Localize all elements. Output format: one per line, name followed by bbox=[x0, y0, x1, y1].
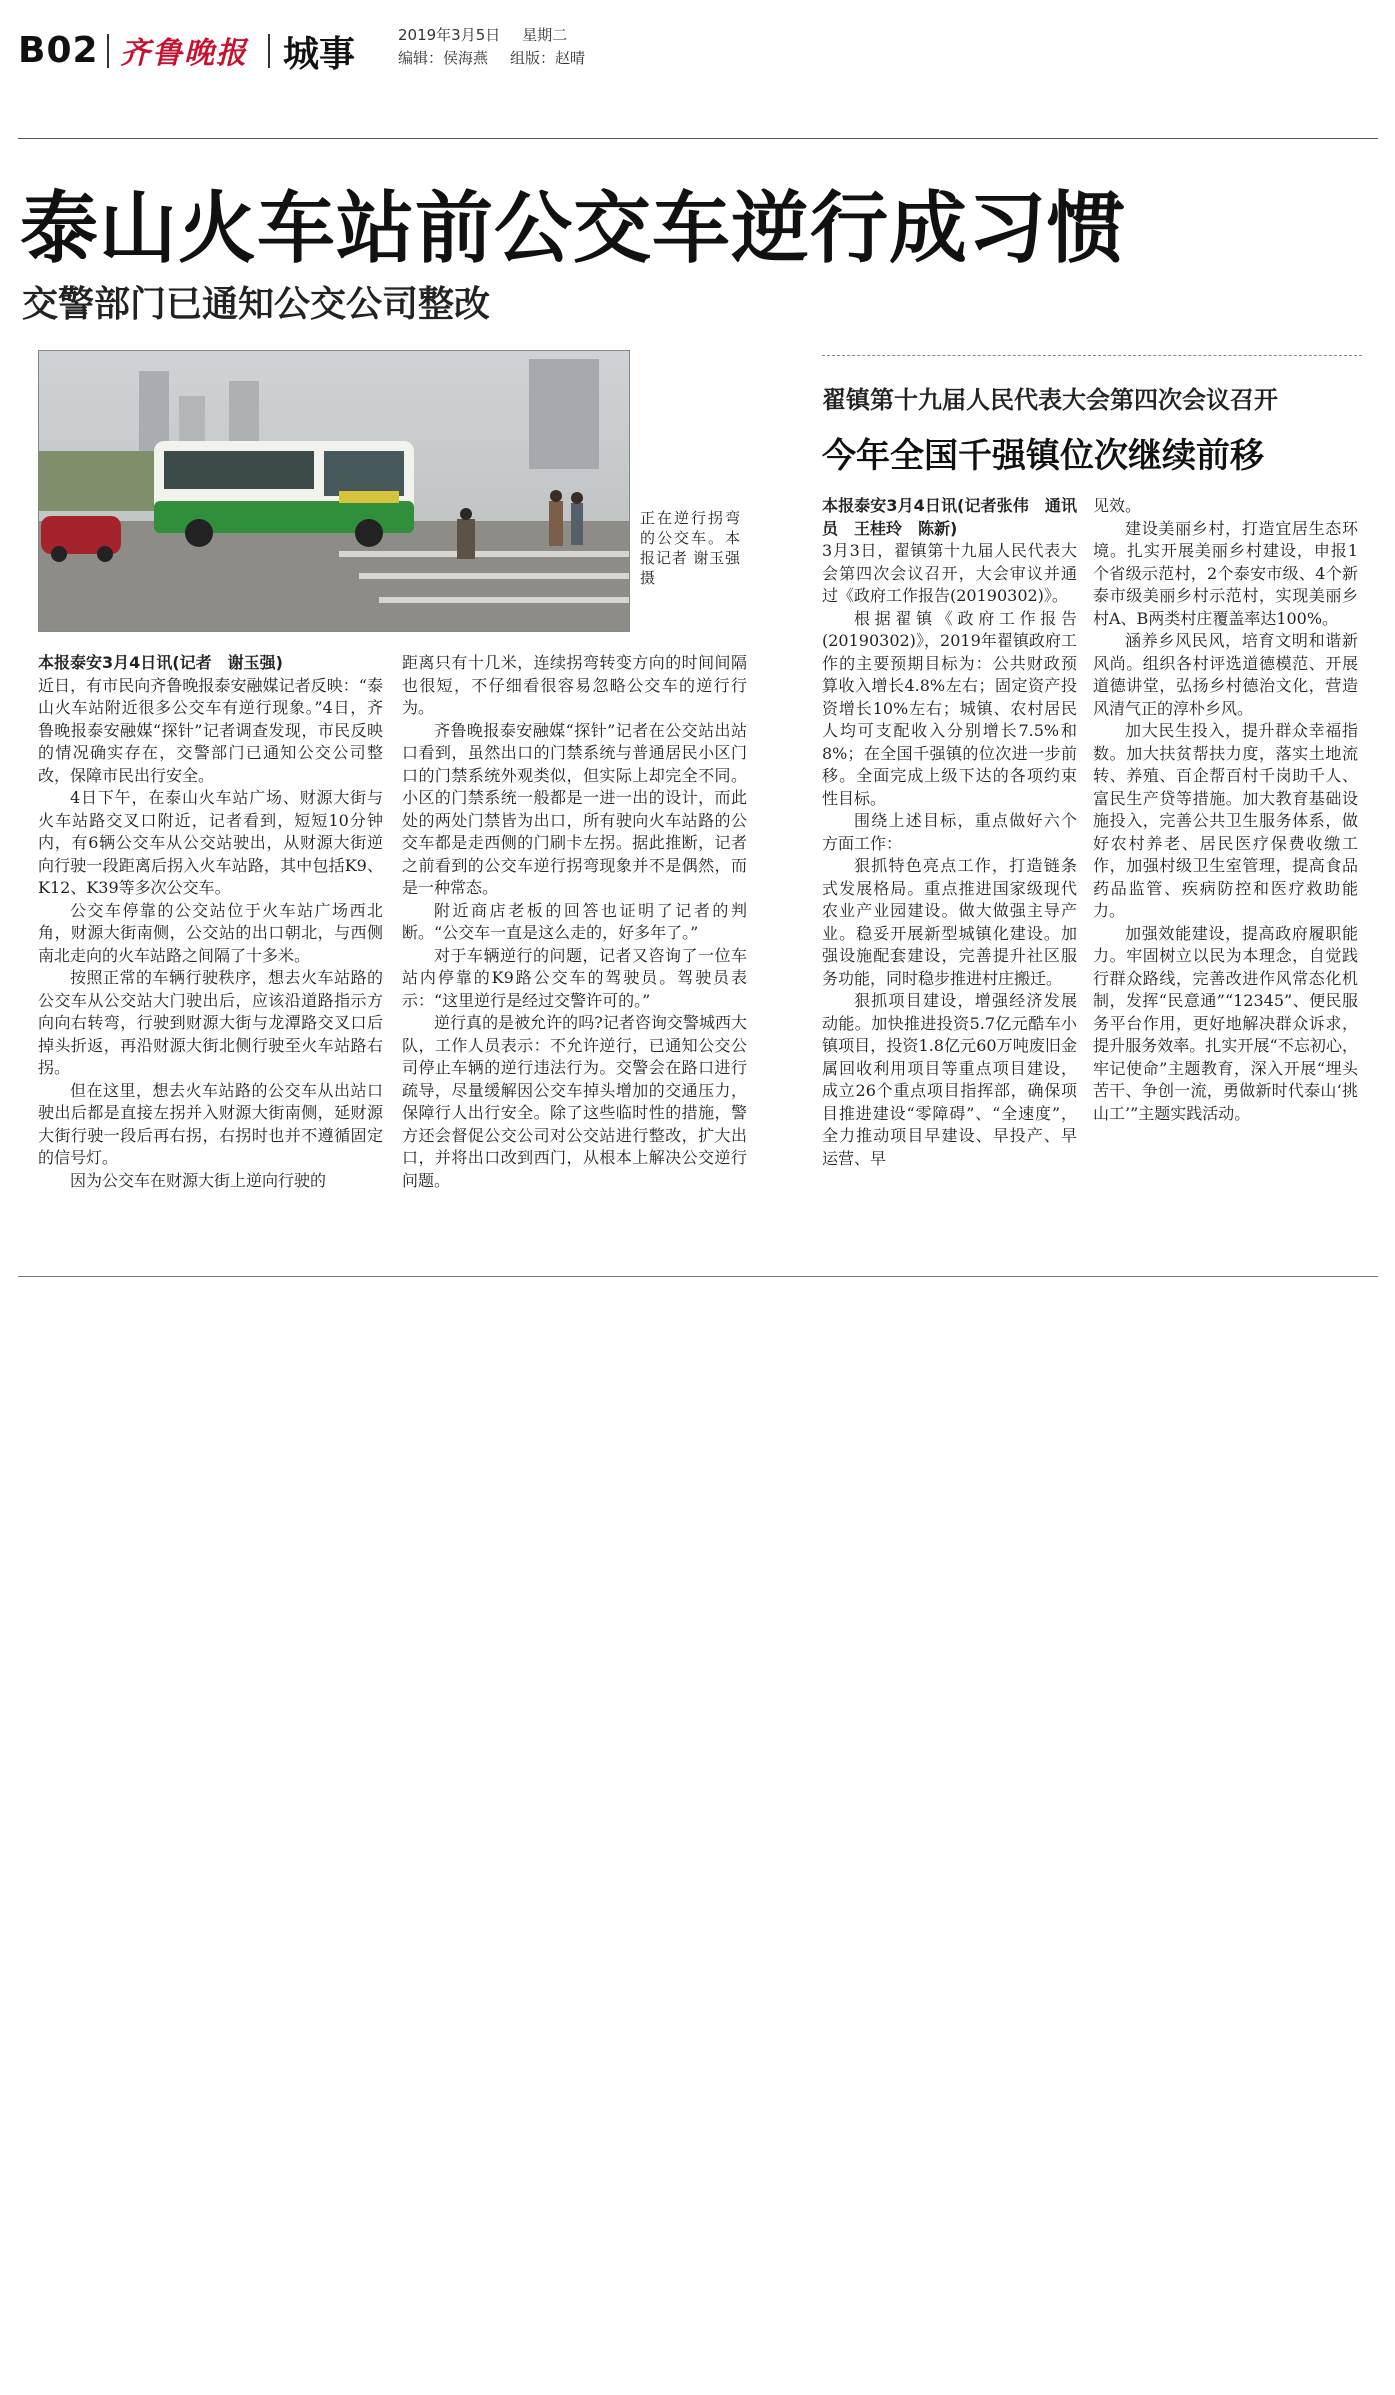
section-name: 城事 bbox=[283, 34, 356, 75]
side-story-column-2 bbox=[1093, 495, 1358, 1125]
article-paragraph: 3月3日，翟镇第十九届人民代表大会第四次会议召开，大会审议并通过《政府工作报告(20190302)》。 bbox=[822, 541, 1077, 605]
article-paragraph: 加大民生投入，提升群众幸福指数。加大扶贫帮扶力度，落实土地流转、养殖、百企帮百村千岗助千人、富民生产贷等措施。加大教育基础设施投入，完善公共卫生服务体系，做好农村养老、居民医疗保费收缴工作，加强村级卫生室管理，提高食品药品监管、疾病防控和医疗救助能力。 bbox=[1093, 721, 1358, 920]
article-paragraph: 4日下午，在泰山火车站广场、财源大街与火车站路交叉口附近，记者看到，短短10分钟内，有6辆公交车从公交站驶出，从财源大街逆向行驶一段距离后拐入火车站路，其中包括K9、K12、K39等多次公交车。 bbox=[38, 788, 383, 897]
article-paragraph: 附近商店老板的回答也证明了记者的判断。“公交车一直是这么走的，好多年了。” bbox=[402, 900, 747, 942]
side-story-kicker: 翟镇第十九届人民代表大会第四次会议召开 bbox=[822, 386, 1278, 414]
article-paragraph: 齐鲁晚报泰安融媒“探针”记者在公交站出站口看到，虽然出口的门禁系统与普通居民小区门口的门禁系统外观类似，但实际上却完全不同。小区的门禁系统一般都是一进一出的设计，而此处的两处门禁皆为出口，所有驶向火车站路的公交车都是走西侧的门刷卡左拐。据此推断，记者之前看到的公交车逆行拐弯现象并不是偶然，而是一种常态。 bbox=[402, 720, 747, 897]
article-paragraph: 围绕上述目标，重点做好六个方面工作： bbox=[822, 811, 1077, 853]
header-rule bbox=[18, 138, 1378, 139]
article-paragraph: 狠抓项目建设，增强经济发展动能。加快推进投资5.7亿元酷车小镇项目，投资1.8亿元60万吨废旧金属回收利用项目等重点项目建设，成立26个重点项目指挥部，确保项目推进建设“零障碍”、“全速度”，全力推动项目早建设、早投产、早运营、早 bbox=[822, 991, 1077, 1168]
article-paragraph: 对于车辆逆行的问题，记者又咨询了一位车站内停靠的K9路公交车的驾驶员。驾驶员表示：“这里逆行是经过交警许可的。” bbox=[402, 945, 747, 1010]
article-paragraph: 公交车停靠的公交站位于火车站广场西北角，财源大街南侧，公交站的出口朝北，与西侧南北走向的火车站路之间隔了十多米。 bbox=[38, 900, 383, 965]
layout-credit: 组版：赵晴 bbox=[510, 49, 586, 67]
news-photo bbox=[38, 350, 630, 632]
side-story-headline: 今年全国千强镇位次继续前移 bbox=[822, 436, 1264, 476]
bus-photo-illustration bbox=[39, 351, 629, 631]
main-byline: 本报泰安3月4日讯(记者 谢玉强) bbox=[38, 653, 283, 672]
issue-date: 2019年3月5日 bbox=[398, 26, 501, 44]
bottom-rule bbox=[18, 1276, 1378, 1277]
article-paragraph: 因为公交车在财源大街上逆向行驶的 bbox=[70, 1170, 327, 1190]
article-paragraph: 但在这里，想去火车站路的公交车从出站口驶出后都是直接左拐并入财源大街南侧，延财源大街行驶一段后再右拐，右拐时也并不遵循固定的信号灯。 bbox=[38, 1080, 383, 1167]
editor-credit: 编辑：侯海燕 bbox=[398, 49, 489, 67]
article-paragraph: 建设美丽乡村，打造宜居生态环境。扎实开展美丽乡村建设，申报1个省级示范村，2个泰安市级、4个新泰市级美丽乡村示范村，实现美丽乡村A、B两类村庄覆盖率达100%。 bbox=[1093, 518, 1358, 628]
header-divider bbox=[268, 34, 270, 68]
masthead-logo: 齐鲁晚报 bbox=[120, 36, 248, 71]
side-story-column-1 bbox=[822, 495, 1077, 1170]
article-paragraph: 距离只有十几米，连续拐弯转变方向的时间间隔也很短，不仔细看很容易忽略公交车的逆行行为。 bbox=[402, 653, 747, 717]
article-paragraph: 按照正常的车辆行驶秩序，想去火车站路的公交车从公交站大门驶出后，应该沿道路指示方向向右转弯，行驶到财源大街与龙潭路交叉口后掉头折返，再沿财源大街北侧行驶至火车站路右拐。 bbox=[38, 968, 383, 1077]
article-paragraph: 狠抓特色亮点工作，打造链条式发展格局。重点推进国家级现代农业产业园建设。做大做强主导产业。稳妥开展新型城镇化建设。加强设施配套建设，完善提升社区服务功能，同时稳步推进村庄搬迁。 bbox=[822, 856, 1077, 988]
article-paragraph: 加强效能建设，提高政府履职能力。牢固树立以民为本理念，自觉践行群众路线，完善改进作风常态化机制，发挥“民意通”“12345”、便民服务平台作用，更好地解决群众诉求，提升服务效率。扎实开展“不忘初心，牢记使命”主题教育，深入开展“埋头苦干、争创一流，勇做新时代泰山‘挑山工’”主题实践活动。 bbox=[1093, 923, 1358, 1123]
issue-weekday: 星期二 bbox=[522, 26, 568, 44]
article-paragraph: 近日，有市民向齐鲁晚报泰安融媒记者反映：“泰山火车站附近很多公交车有逆行现象。”4日，齐鲁晚报泰安融媒“探针”记者调查发现，市民反映的情况确实存在，交警部门已通知公交公司整改，保障市民出行安全。 bbox=[38, 675, 383, 785]
main-story-column-2 bbox=[402, 652, 747, 1192]
article-paragraph: 根据翟镇《政府工作报告(20190302)》，2019年翟镇政府工作的主要预期目标为：公共财政预算收入增长4.8%左右；固定资产投资增长10%左右；城镇、农村居民人均可支配收入分别增长7.5%和8%；在全国千强镇的位次进一步前移。全面完成上级下达的各项约束性目标。 bbox=[822, 608, 1077, 808]
date-line bbox=[398, 24, 589, 45]
side-story-top-rule bbox=[822, 355, 1362, 356]
main-subhead: 交警部门已通知公交公司整改 bbox=[22, 284, 491, 325]
staff-line bbox=[398, 47, 607, 68]
article-paragraph: 逆行真的是被允许的吗?记者咨询交警城西大队，工作人员表示：不允许逆行，已通知公交公司停止车辆的逆行违法行为。交警会在路口进行疏导，尽量缓解因公交车掉头增加的交通压力，保障行人出行安全。除了这些临时性的措施，警方还会督促公交公司对公交站进行整改，扩大出口，并将出口改到西门，从根本上解决公交逆行问题。 bbox=[402, 1013, 747, 1190]
main-story-column-1 bbox=[38, 652, 383, 1192]
article-paragraph: 见效。 bbox=[1093, 496, 1142, 515]
side-byline: 本报泰安3月4日讯(记者张伟 通讯员 王桂玲 陈新) bbox=[822, 496, 1077, 538]
main-headline: 泰山火车站前公交车逆行成习惯 bbox=[20, 184, 1127, 274]
header-divider bbox=[107, 34, 109, 68]
page-number: B02 bbox=[18, 30, 99, 71]
photo-caption: 正在逆行拐弯的公交车。本报记者 谢玉强 摄 bbox=[640, 509, 740, 587]
article-paragraph: 涵养乡风民风，培育文明和谐新风尚。组织各村评选道德模范、开展道德讲堂，弘扬乡村德治文化，营造风清气正的淳朴乡风。 bbox=[1093, 631, 1358, 718]
